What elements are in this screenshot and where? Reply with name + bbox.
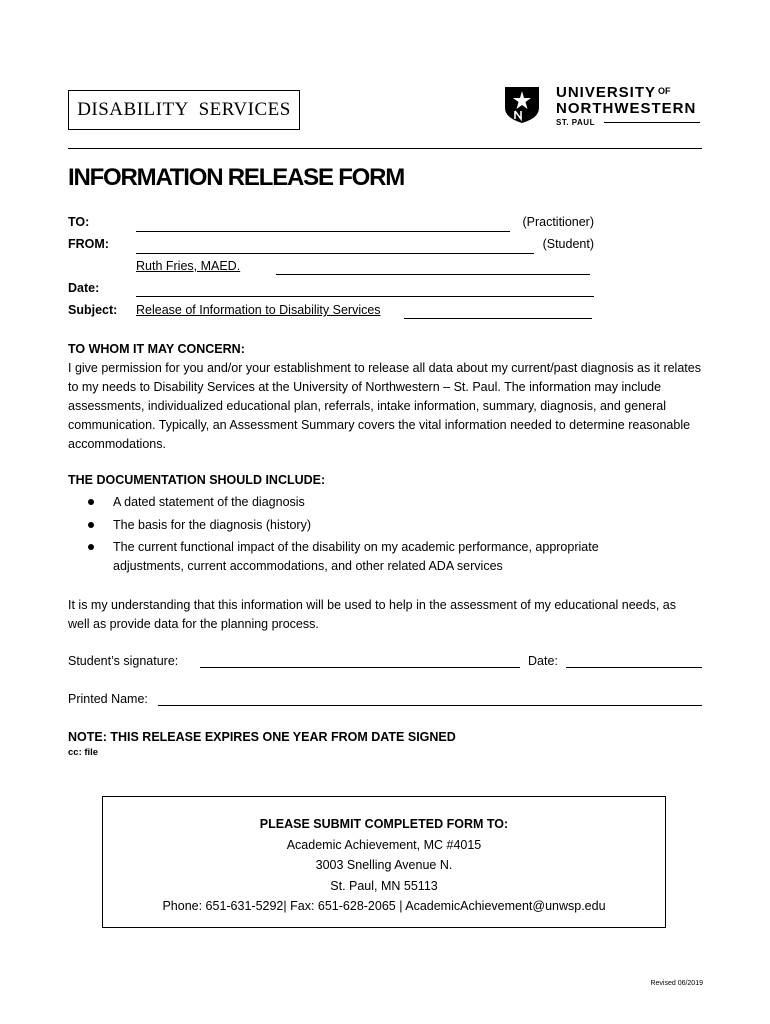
submit-info-box	[102, 796, 666, 928]
date-label: Date:	[68, 281, 100, 295]
submit-city: St. Paul, MN 55113	[330, 878, 438, 893]
from-field-line[interactable]	[136, 253, 534, 254]
expiry-note: NOTE: THIS RELEASE EXPIRES ONE YEAR FROM DATE SIGNED	[68, 730, 456, 744]
submit-heading: PLEASE SUBMIT COMPLETED FORM TO:	[259, 817, 509, 831]
submit-office: Academic Achievement, MC #4015	[286, 837, 482, 852]
submit-street: 3003 Snelling Avenue N.	[315, 858, 453, 872]
revision-date: Revised 06/2019	[650, 980, 703, 987]
submit-contact: Phone: 651-631-5292| Fax: 651-628-2065 | AcademicAchievement@unwsp.edu	[162, 899, 606, 913]
from-label: FROM:	[68, 237, 109, 251]
understanding-text: It is my understanding that this information will be used to help in the assessment of my educational needs, as well as provide data for the planning process.	[68, 598, 676, 631]
concern-heading: TO WHOM IT MAY CONCERN:	[68, 342, 245, 356]
department-box	[68, 90, 300, 130]
documentation-heading: THE DOCUMENTATION SHOULD INCLUDE:	[68, 473, 326, 487]
university-name-line2: NORTHWESTERN	[556, 100, 697, 117]
form-title: INFORMATION RELEASE FORM	[68, 164, 405, 191]
department-name: DISABILITY SERVICES	[77, 99, 291, 120]
printed-name-field[interactable]	[158, 705, 702, 706]
logo-rule	[604, 122, 700, 123]
subject-value: Release of Information to Disability Services	[136, 303, 381, 317]
to-label: TO:	[68, 215, 90, 229]
student-signature-field[interactable]	[200, 667, 520, 668]
list-item: The basis for the diagnosis (history)	[68, 516, 668, 535]
from-name-line	[276, 274, 590, 275]
university-name-line1: UNIVERSITY $^{OF}$	[556, 84, 671, 101]
list-item: A dated statement of the diagnosis	[68, 493, 668, 512]
to-field-line[interactable]	[136, 231, 510, 232]
printed-name-label: Printed Name:	[68, 692, 148, 706]
cc-note: cc: file	[68, 747, 99, 758]
documentation-list	[68, 493, 668, 579]
from-suffix: (Student)	[542, 237, 594, 251]
list-item: The current functional impact of the disability on my academic performance, appropriate adjustments, current accommodations, and other related ADA services	[68, 538, 668, 575]
subject-label: Subject:	[68, 303, 118, 317]
from-name: Ruth Fries, MAED.	[136, 259, 241, 273]
university-location: ST. PAUL	[556, 118, 595, 127]
subject-line	[404, 318, 592, 319]
signature-date-field[interactable]	[566, 667, 702, 668]
shield-star-icon	[504, 86, 540, 124]
header-divider	[68, 148, 702, 149]
to-suffix: (Practitioner)	[522, 215, 594, 229]
student-signature-label: Student’s signature:	[68, 654, 179, 668]
concern-body: I give permission for you and/or your establishment to release all data about my current/past diagnosis as it relates to my needs to Disability Services at the University of Northwestern – St. Paul. The information may include assessments, individualized educational plan, referrals, intake information, summary, diagnosis, and general communication. Typically, an Assessment Summary covers the vital information needed to determine reasonable accommodations.	[68, 361, 701, 451]
signature-date-label: Date:	[528, 654, 558, 668]
date-field-line[interactable]	[136, 296, 594, 297]
